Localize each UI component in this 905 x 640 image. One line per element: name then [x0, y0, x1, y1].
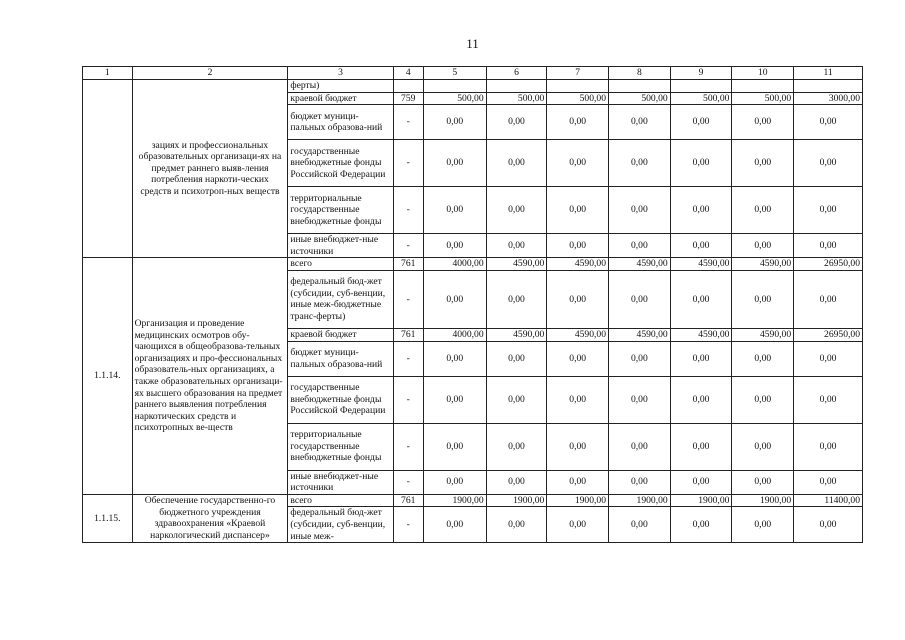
- header-cell: 4: [393, 67, 423, 80]
- table-row: [83, 80, 863, 93]
- value-cell: 0,00: [732, 270, 794, 328]
- value-cell: 0,00: [423, 234, 486, 258]
- value-cell: 0,00: [670, 423, 732, 470]
- header-cell: 9: [670, 67, 732, 80]
- value-cell: 500,00: [486, 92, 547, 105]
- header-cell: 10: [732, 67, 794, 80]
- value-cell: 0,00: [486, 470, 547, 494]
- total-cell: 0,00: [794, 140, 863, 187]
- funding-source: территориальные государственные внебюджетные фонды: [288, 423, 393, 470]
- item-number: 1.1.14.: [83, 258, 133, 494]
- value-cell: 0,00: [486, 507, 547, 543]
- value-cell: 4590,00: [547, 258, 609, 271]
- item-number: 1.1.15.: [83, 494, 133, 542]
- value-cell: 0,00: [486, 423, 547, 470]
- value-cell: 0,00: [547, 270, 609, 328]
- budget-code: -: [393, 470, 423, 494]
- value-cell: 0,00: [670, 470, 732, 494]
- funding-source: иные внебюджет-ные источники: [288, 470, 393, 494]
- budget-code: 761: [393, 328, 423, 341]
- total-cell: 3000,00: [794, 92, 863, 105]
- total-cell: 0,00: [794, 507, 863, 543]
- header-cell: 3: [288, 67, 393, 80]
- value-cell: 0,00: [423, 470, 486, 494]
- value-cell: 0,00: [423, 423, 486, 470]
- value-cell: 0,00: [732, 376, 794, 423]
- value-cell: 4590,00: [486, 328, 547, 341]
- value-cell: 1900,00: [547, 494, 609, 507]
- funding-source: федеральный бюд-жет (субсидии, суб-венции, иные меж-бюджетные транс-ферты): [288, 270, 393, 328]
- value-cell: 0,00: [609, 270, 671, 328]
- total-cell: 0,00: [794, 423, 863, 470]
- total-cell: 0,00: [794, 470, 863, 494]
- budget-code: -: [393, 187, 423, 234]
- budget-code: -: [393, 140, 423, 187]
- value-cell: 1900,00: [732, 494, 794, 507]
- value-cell: 0,00: [547, 376, 609, 423]
- value-cell: 0,00: [609, 140, 671, 187]
- value-cell: 4000,00: [423, 258, 486, 271]
- budget-table: [82, 66, 863, 543]
- budget-code: 761: [393, 494, 423, 507]
- value-cell: [423, 80, 486, 93]
- value-cell: 4590,00: [486, 258, 547, 271]
- value-cell: 0,00: [670, 140, 732, 187]
- value-cell: 0,00: [423, 140, 486, 187]
- value-cell: 0,00: [609, 234, 671, 258]
- value-cell: 0,00: [670, 270, 732, 328]
- total-cell: 0,00: [794, 376, 863, 423]
- value-cell: [670, 80, 732, 93]
- budget-code: -: [393, 376, 423, 423]
- value-cell: 1900,00: [609, 494, 671, 507]
- value-cell: 0,00: [609, 341, 671, 376]
- value-cell: [732, 80, 794, 93]
- budget-code: -: [393, 423, 423, 470]
- value-cell: 0,00: [423, 341, 486, 376]
- total-cell: 26950,00: [794, 328, 863, 341]
- value-cell: 0,00: [547, 140, 609, 187]
- header-cell: 6: [486, 67, 547, 80]
- funding-source: краевой бюджет: [288, 328, 393, 341]
- value-cell: 0,00: [670, 507, 732, 543]
- value-cell: 500,00: [609, 92, 671, 105]
- value-cell: 0,00: [732, 105, 794, 140]
- value-cell: 0,00: [547, 187, 609, 234]
- value-cell: [547, 80, 609, 93]
- item-description: Организация и проведение медицинских осмотров обу-чающихся в общеобразова-тельных организациях и про-фессиональных образователь-ных организациях, а также образовательных организаци-ях высшего образования на предмет раннего выявления потребления наркотических средств и психотропных ве-ществ: [132, 258, 288, 494]
- value-cell: 0,00: [670, 234, 732, 258]
- value-cell: 500,00: [547, 92, 609, 105]
- value-cell: 4590,00: [670, 258, 732, 271]
- value-cell: 4590,00: [670, 328, 732, 341]
- value-cell: 1900,00: [423, 494, 486, 507]
- value-cell: 0,00: [486, 376, 547, 423]
- value-cell: 1900,00: [670, 494, 732, 507]
- value-cell: 0,00: [609, 105, 671, 140]
- value-cell: 0,00: [670, 341, 732, 376]
- value-cell: 0,00: [423, 105, 486, 140]
- value-cell: 0,00: [486, 341, 547, 376]
- funding-source: всего: [288, 494, 393, 507]
- value-cell: 500,00: [670, 92, 732, 105]
- header-cell: 1: [83, 67, 133, 80]
- value-cell: 4590,00: [732, 328, 794, 341]
- value-cell: 0,00: [486, 234, 547, 258]
- value-cell: 0,00: [609, 470, 671, 494]
- budget-code: [393, 80, 423, 93]
- header-cell: 7: [547, 67, 609, 80]
- header-cell: 5: [423, 67, 486, 80]
- value-cell: 4590,00: [732, 258, 794, 271]
- value-cell: 0,00: [486, 270, 547, 328]
- value-cell: 1900,00: [486, 494, 547, 507]
- total-cell: 26950,00: [794, 258, 863, 271]
- value-cell: 0,00: [732, 187, 794, 234]
- value-cell: [609, 80, 671, 93]
- value-cell: 0,00: [732, 507, 794, 543]
- value-cell: 0,00: [670, 187, 732, 234]
- value-cell: 0,00: [732, 234, 794, 258]
- budget-code: -: [393, 507, 423, 543]
- value-cell: 0,00: [609, 376, 671, 423]
- value-cell: 0,00: [547, 341, 609, 376]
- value-cell: 0,00: [547, 507, 609, 543]
- value-cell: 0,00: [423, 270, 486, 328]
- value-cell: 4590,00: [547, 328, 609, 341]
- total-cell: 0,00: [794, 105, 863, 140]
- total-cell: 0,00: [794, 341, 863, 376]
- funding-source: бюджет муници-пальных образова-ний: [288, 341, 393, 376]
- value-cell: 500,00: [423, 92, 486, 105]
- table-header-row: [83, 67, 863, 80]
- value-cell: 0,00: [486, 105, 547, 140]
- item-number-cell: [83, 80, 133, 258]
- value-cell: 4590,00: [609, 258, 671, 271]
- value-cell: 0,00: [423, 187, 486, 234]
- header-cell: 2: [132, 67, 288, 80]
- budget-code: -: [393, 234, 423, 258]
- budget-code: -: [393, 105, 423, 140]
- header-cell: 11: [794, 67, 863, 80]
- value-cell: 0,00: [486, 140, 547, 187]
- budget-code: -: [393, 270, 423, 328]
- value-cell: 0,00: [547, 234, 609, 258]
- funding-source: краевой бюджет: [288, 92, 393, 105]
- value-cell: [486, 80, 547, 93]
- table-row: [83, 258, 863, 271]
- value-cell: 0,00: [732, 470, 794, 494]
- funding-source: территориальные государственные внебюджетные фонды: [288, 187, 393, 234]
- budget-code: 761: [393, 258, 423, 271]
- funding-source: государственные внебюджетные фонды Российской Федерации: [288, 376, 393, 423]
- value-cell: 0,00: [732, 423, 794, 470]
- header-cell: 8: [609, 67, 671, 80]
- value-cell: 0,00: [547, 105, 609, 140]
- funding-source: федеральный бюд-жет (субсидии, суб-венции, иные меж-: [288, 507, 393, 543]
- value-cell: 0,00: [732, 140, 794, 187]
- value-cell: 0,00: [732, 341, 794, 376]
- value-cell: 0,00: [423, 507, 486, 543]
- total-cell: 0,00: [794, 270, 863, 328]
- value-cell: 0,00: [547, 470, 609, 494]
- value-cell: 0,00: [609, 187, 671, 234]
- funding-source: бюджет муници-пальных образова-ний: [288, 105, 393, 140]
- item-description: зациях и профессиональных образовательных организаци-ях на предмет раннего выяв-ления потребления наркоти-ческих средств и психотроп-ных веществ: [132, 80, 288, 258]
- total-cell: 11400,00: [794, 494, 863, 507]
- funding-source: государственные внебюджетные фонды Российской Федерации: [288, 140, 393, 187]
- total-cell: 0,00: [794, 234, 863, 258]
- value-cell: 0,00: [609, 423, 671, 470]
- value-cell: 4000,00: [423, 328, 486, 341]
- funding-source: иные внебюджет-ные источники: [288, 234, 393, 258]
- item-description: Обеспечение государственно-го бюджетного учреждения здравоохранения «Краевой наркологический диспансер»: [132, 494, 288, 542]
- table-row: [83, 494, 863, 507]
- budget-code: 759: [393, 92, 423, 105]
- total-cell: [794, 80, 863, 93]
- funding-source: всего: [288, 258, 393, 271]
- total-cell: 0,00: [794, 187, 863, 234]
- page-number: 11: [466, 36, 479, 51]
- budget-code: -: [393, 341, 423, 376]
- value-cell: 0,00: [547, 423, 609, 470]
- value-cell: 0,00: [670, 376, 732, 423]
- value-cell: 4590,00: [609, 328, 671, 341]
- value-cell: 0,00: [423, 376, 486, 423]
- value-cell: 0,00: [670, 105, 732, 140]
- value-cell: 0,00: [486, 187, 547, 234]
- value-cell: 500,00: [732, 92, 794, 105]
- value-cell: 0,00: [609, 507, 671, 543]
- funding-source: ферты): [288, 80, 393, 93]
